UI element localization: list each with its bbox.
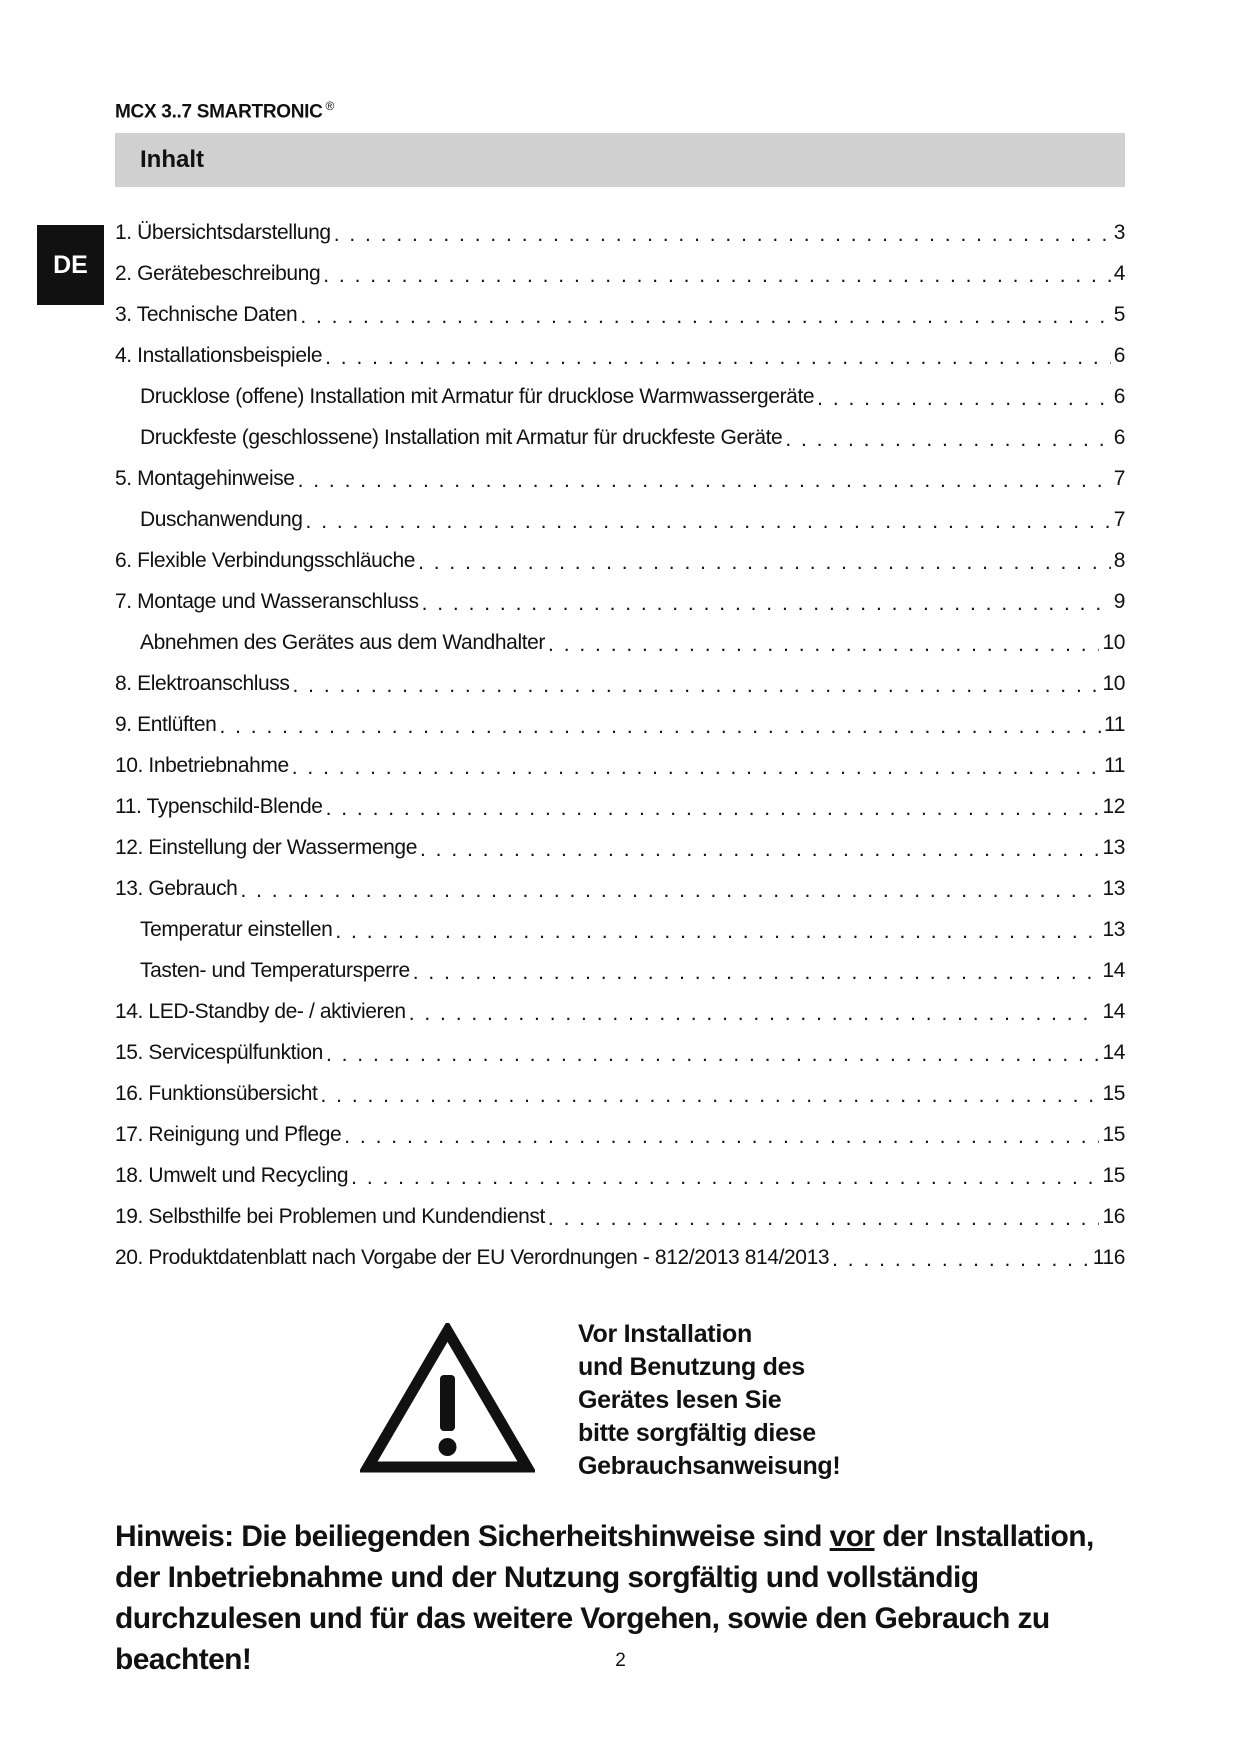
- toc-subentry[interactable]: [115, 918, 1125, 959]
- toc-entry[interactable]: [115, 1041, 1125, 1082]
- toc-entry-page: 3: [1113, 221, 1125, 244]
- toc-entry-page: 6: [1113, 426, 1125, 449]
- toc-entry[interactable]: [115, 836, 1125, 877]
- toc-leader-dots: [422, 592, 1111, 613]
- warning-line: Gerätes lesen Sie: [578, 1386, 782, 1414]
- toc-leader-dots: [326, 1043, 1100, 1064]
- toc-entry[interactable]: [115, 713, 1125, 754]
- toc-entry[interactable]: [115, 754, 1125, 795]
- toc-entry-title: 12. Einstellung der Wassermenge: [115, 836, 417, 859]
- toc-entry-page: 10: [1102, 672, 1125, 695]
- toc-entry[interactable]: [115, 1000, 1125, 1041]
- toc-entry-title: 2. Gerätebeschreibung: [115, 262, 321, 285]
- toc-entry-title: 3. Technische Daten: [115, 303, 298, 326]
- toc-leader-dots: [292, 756, 1101, 777]
- toc-leader-dots: [413, 961, 1100, 982]
- toc-entry[interactable]: [115, 1205, 1125, 1246]
- toc-entry-page: 14: [1102, 959, 1125, 982]
- toc-leader-dots: [240, 879, 1099, 900]
- page-number: 2: [615, 1650, 626, 1671]
- toc-entry-page: 12: [1102, 795, 1125, 818]
- toc-leader-dots: [548, 1207, 1100, 1228]
- toc-entry-title: 14. LED-Standby de- / aktivieren: [115, 1000, 406, 1023]
- toc-entry[interactable]: [115, 344, 1125, 385]
- toc-entry-page: 8: [1113, 549, 1125, 572]
- section-title: Inhalt: [140, 146, 204, 173]
- toc-entry[interactable]: [115, 1082, 1125, 1123]
- table-of-contents: [115, 221, 1125, 1287]
- safety-note-underlined: vor: [829, 1520, 875, 1553]
- toc-entry-title: 1. Übersichtsdarstellung: [115, 221, 331, 244]
- toc-subentry[interactable]: [115, 385, 1125, 426]
- warning-line: Gebrauchsanweisung!: [578, 1452, 841, 1480]
- toc-entry-title: 16. Funktionsübersicht: [115, 1082, 318, 1105]
- language-tab-label: DE: [53, 250, 88, 279]
- toc-entry-title: Drucklose (offene) Installation mit Armatur für drucklose Warmwassergeräte: [140, 385, 815, 408]
- toc-entry-title: 4. Installationsbeispiele: [115, 344, 323, 367]
- toc-leader-dots: [817, 387, 1111, 408]
- toc-entry-title: 8. Elektroanschluss: [115, 672, 290, 695]
- toc-entry[interactable]: [115, 672, 1125, 713]
- toc-entry[interactable]: [115, 1246, 1125, 1287]
- toc-leader-dots: [298, 469, 1111, 490]
- toc-subentry[interactable]: [115, 508, 1125, 549]
- toc-entry[interactable]: [115, 1164, 1125, 1205]
- toc-entry-title: 10. Inbetriebnahme: [115, 754, 289, 777]
- toc-entry-page: 10: [1102, 631, 1125, 654]
- toc-entry-page: 11: [1104, 713, 1125, 736]
- toc-entry-title: Druckfeste (geschlossene) Installation mit Armatur für druckfeste Geräte: [140, 426, 783, 449]
- toc-entry-title: 19. Selbsthilfe bei Problemen und Kundendienst: [115, 1205, 545, 1228]
- language-tab: [37, 225, 104, 305]
- toc-leader-dots: [334, 223, 1111, 244]
- toc-entry-title: 20. Produktdatenblatt nach Vorgabe der EU Verordnungen - 812/2013 814/2013: [115, 1246, 830, 1269]
- toc-entry-page: 116: [1092, 1246, 1125, 1269]
- toc-entry-page: 15: [1102, 1164, 1125, 1187]
- toc-entry[interactable]: [115, 549, 1125, 590]
- toc-entry-title: 9. Entlüften: [115, 713, 217, 736]
- toc-entry-page: 15: [1102, 1082, 1125, 1105]
- toc-entry-page: 13: [1102, 836, 1125, 859]
- toc-entry-page: 6: [1113, 385, 1125, 408]
- toc-leader-dots: [293, 674, 1100, 695]
- warning-line: bitte sorgfältig diese: [578, 1419, 816, 1447]
- toc-leader-dots: [325, 346, 1111, 367]
- toc-leader-dots: [326, 797, 1100, 818]
- document-title-text: MCX 3..7 SMARTRONIC: [115, 101, 323, 123]
- toc-entry[interactable]: [115, 262, 1125, 303]
- toc-entry-page: 15: [1102, 1123, 1125, 1146]
- toc-entry-title: Abnehmen des Gerätes aus dem Wandhalter: [140, 631, 546, 654]
- toc-leader-dots: [335, 920, 1099, 941]
- toc-entry-page: 16: [1102, 1205, 1125, 1228]
- toc-subentry[interactable]: [115, 631, 1125, 672]
- toc-subentry[interactable]: [115, 426, 1125, 467]
- warning-line: Vor Installation: [578, 1320, 752, 1348]
- toc-entry-title: 13. Gebrauch: [115, 877, 238, 900]
- toc-leader-dots: [300, 305, 1110, 326]
- toc-leader-dots: [785, 428, 1110, 449]
- toc-entry-page: 4: [1113, 262, 1125, 285]
- toc-entry-page: 5: [1113, 303, 1125, 326]
- toc-leader-dots: [344, 1125, 1099, 1146]
- toc-entry[interactable]: [115, 467, 1125, 508]
- toc-subentry[interactable]: [115, 959, 1125, 1000]
- toc-entry-page: 7: [1113, 508, 1125, 531]
- toc-entry-title: 6. Flexible Verbindungsschläuche: [115, 549, 416, 572]
- toc-entry[interactable]: [115, 1123, 1125, 1164]
- toc-entry-page: 13: [1102, 877, 1125, 900]
- toc-leader-dots: [832, 1248, 1090, 1269]
- toc-entry-page: 9: [1113, 590, 1125, 613]
- registered-mark: ®: [325, 99, 335, 113]
- toc-leader-dots: [306, 510, 1111, 531]
- warning-message: [578, 1318, 878, 1483]
- toc-entry-page: 14: [1102, 1041, 1125, 1064]
- toc-leader-dots: [323, 264, 1110, 285]
- toc-entry-title: 5. Montagehinweise: [115, 467, 295, 490]
- safety-note-before: Hinweis: Die beiliegenden Sicherheitshinweise sind: [115, 1520, 830, 1553]
- toc-entry-title: Temperatur einstellen: [140, 918, 333, 941]
- section-header-bar: [115, 133, 1125, 187]
- toc-leader-dots: [409, 1002, 1100, 1023]
- toc-entry[interactable]: [115, 795, 1125, 836]
- toc-entry-title: 11. Typenschild-Blende: [115, 795, 323, 818]
- toc-entry[interactable]: [115, 877, 1125, 918]
- toc-leader-dots: [351, 1166, 1099, 1187]
- toc-entry-page: 14: [1102, 1000, 1125, 1023]
- toc-entry-title: 15. Servicespülfunktion: [115, 1041, 323, 1064]
- toc-entry-title: Duschanwendung: [140, 508, 303, 531]
- toc-entry[interactable]: [115, 221, 1125, 262]
- toc-leader-dots: [548, 633, 1099, 654]
- toc-entry-title: 17. Reinigung und Pflege: [115, 1123, 342, 1146]
- toc-entry-title: 7. Montage und Wasseranschluss: [115, 590, 419, 613]
- warning-line: und Benutzung des: [578, 1353, 805, 1381]
- toc-leader-dots: [418, 551, 1111, 572]
- toc-leader-dots: [219, 715, 1101, 736]
- toc-entry[interactable]: [115, 303, 1125, 344]
- toc-entry-title: Tasten- und Temperatursperre: [140, 959, 410, 982]
- toc-entry-page: 6: [1113, 344, 1125, 367]
- document-title: [115, 99, 334, 123]
- warning-triangle-icon: [360, 1323, 535, 1475]
- toc-entry-page: 7: [1113, 467, 1125, 490]
- toc-leader-dots: [420, 838, 1099, 859]
- toc-entry-title: 18. Umwelt und Recycling: [115, 1164, 349, 1187]
- toc-leader-dots: [320, 1084, 1099, 1105]
- safety-note-after: der Installation, der Inbetriebnahme und der Nutzung sorgfältig und vollständig durchzulesen und für das weitere Vorgehen, sowie den Gebrauch zu beachten!: [115, 1520, 1094, 1676]
- toc-entry[interactable]: [115, 590, 1125, 631]
- toc-entry-page: 13: [1102, 918, 1125, 941]
- toc-entry-page: 11: [1104, 754, 1125, 777]
